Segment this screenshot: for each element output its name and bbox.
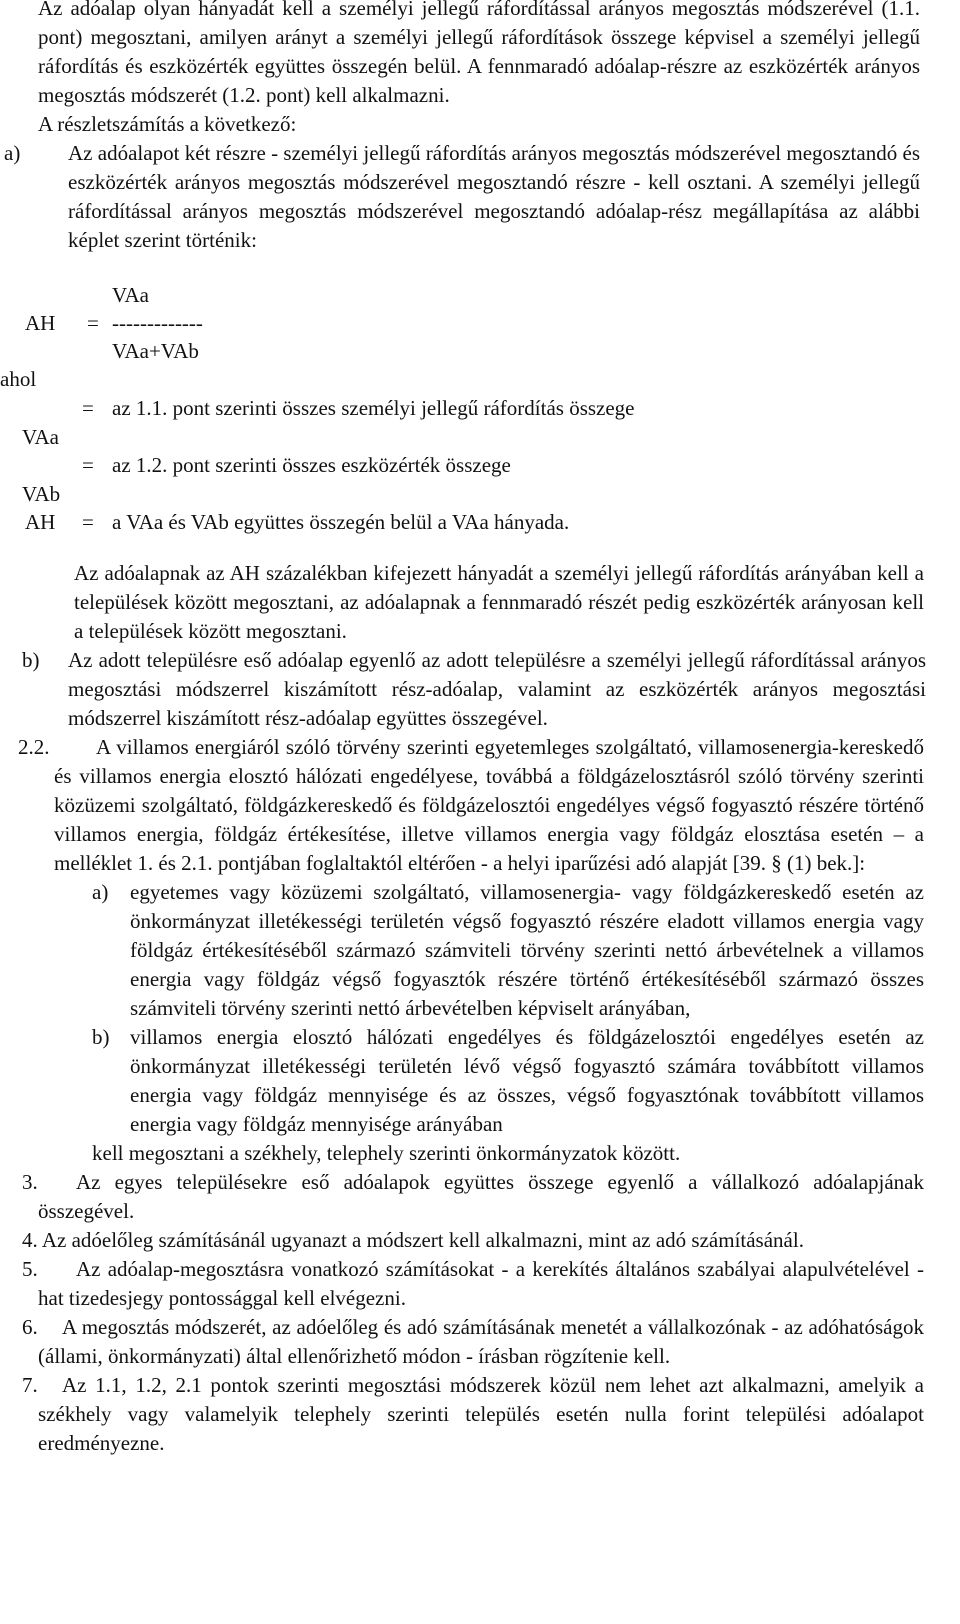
section-2-2-sub-b: [92, 1023, 960, 1139]
item-b-label: b): [22, 648, 40, 672]
definition-2-equals: =: [82, 453, 94, 477]
section-2-2-sub-a-label: a): [92, 880, 109, 904]
item-a-text: Az adóalapot két részre - személyi jellegű ráfordítás arányos megosztás módszerével megosztandó és eszközérték arányos megosztás módszerével megosztandó részre - kell osztani. A személyi jellegű ráfordítással arányos megosztás módszerével megosztandó adóalap-rész megállapítása az alábbi képlet szerint történik:: [68, 141, 920, 252]
item-b: [22, 646, 960, 733]
item-5-text: Az adóalap-megosztásra vonatkozó számításokat - a kerekítés általános szabályai alapulvételével - hat tizedesjegy pontossággal kell elvégezni.: [38, 1257, 924, 1310]
section-2-2-sub-a: [92, 878, 960, 1023]
item-3-text: Az egyes településekre eső adóalapok együttes összege egyenlő a vállalkozó adóalapjának összegével.: [38, 1170, 924, 1223]
definition-1-text: az 1.1. pont szerinti összes személyi jellegű ráfordítás összege: [112, 396, 635, 420]
item-6-label: 6.: [22, 1315, 38, 1339]
definition-3-equals: =: [82, 510, 94, 534]
item-4-text: 4. Az adóelőleg számításánál ugyanazt a módszert kell alkalmazni, mint az adó számításánál.: [22, 1228, 804, 1252]
section-2-2-label: 2.2.: [18, 735, 50, 759]
item-5-label: 5.: [22, 1257, 38, 1281]
definition-1-equals: =: [82, 396, 94, 420]
section-2-2-sub-a-text: egyetemes vagy közüzemi szolgáltató, villamosenergia- vagy földgázkereskedő esetén az önkormányzat illetékességi területén végső fogyasztó részére eladott villamos energia vagy földgáz értékesítéséből származó számviteli törvény szerinti nettó árbevételnek a villamos energia vagy földgáz végső fogyasztók részére történő értékesítéséből származó összes számviteli törvény szerinti nettó árbevételben képviselt arányában,: [130, 880, 924, 1020]
section-2-2: [18, 733, 960, 878]
detail-heading: A részletszámítás a következő:: [38, 112, 297, 136]
item-7: [22, 1371, 960, 1458]
definition-3-text: a VAa és VAb együttes összegén belül a VAa hányada.: [112, 510, 570, 534]
definition-2-text: az 1.2. pont szerinti összes eszközérték összege: [112, 453, 511, 477]
formula-lhs: AH: [25, 311, 56, 335]
item-3-label: 3.: [22, 1170, 38, 1194]
definition-2-variable: VAb: [22, 482, 61, 506]
formula-numerator: VAa: [112, 283, 149, 307]
section-2-2-sub-b-label: b): [92, 1025, 110, 1049]
item-6: [22, 1313, 960, 1371]
definition-1-variable: VAa: [22, 425, 59, 449]
item-6-text: A megosztás módszerét, az adóelőleg és adó számításának menetét a vállalkozónak - az adóhatóságok (állami, önkormányzati) által ellenőrizhető módon - írásban rögzítenie kell.: [38, 1315, 924, 1368]
item-5: [22, 1255, 960, 1313]
section-2-2-sub-b-text: villamos energia elosztó hálózati engedélyes és földgázelosztói engedélyes esetén az önkormányzat illetékességi területén lévő végső fogyasztó számára továbbított villamos energia vagy földgáz mennyisége és az összes, végső fogyasztónak továbbított villamos energia vagy földgáz mennyisége arányában: [130, 1025, 924, 1136]
formula-equals: =: [87, 311, 99, 335]
intro-paragraph: Az adóalap olyan hányadát kell a személyi jellegű ráfordítással arányos megosztás módszerével (1.1. pont) megosztani, amilyen arányt a személyi jellegű ráfordítások összege képvisel a személyi jellegű ráfordítás és eszközérték együttes összegén belül. A fennmaradó adóalap-részre az eszközérték arányos megosztás módszerét (1.2. pont) kell alkalmazni.: [38, 0, 920, 107]
section-2-2-text: A villamos energiáról szóló törvény szerinti egyetemleges szolgáltató, villamosenergia-kereskedő és villamos energia elosztó hálózati engedélyese, továbbá a földgázelosztásról szóló törvény szerinti közüzemi szolgáltató, földgázkereskedő és földgázelosztói engedélyes végső fogyasztó részére történő villamos energia, földgáz értékesítése, illetve villamos energia vagy földgáz elosztása esetén – a melléklet 1. és 2.1. pontjában foglaltaktól eltérően - a helyi iparűzési adó alapját [39. § (1) bek.]:: [54, 735, 924, 875]
section-2-2-closing: kell megosztani a székhely, telephely szerinti önkormányzatok között.: [92, 1141, 681, 1165]
definition-3-variable: AH: [25, 510, 56, 534]
item-a: [4, 139, 960, 255]
item-7-label: 7.: [22, 1373, 38, 1397]
item-b-text: Az adott településre eső adóalap egyenlő az adott településre a személyi jellegű ráfordítással arányos megosztási módszerrel kiszámított rész-adóalap, valamint az eszközérték arányos megosztási módszerrel kiszámított rész-adóalap együttes összegével.: [68, 648, 926, 730]
item-7-text: Az 1.1, 1.2, 2.1 pontok szerinti megosztási módszerek közül nem lehet azt alkalmazni, amelyik a székhely vagy valamelyik telephely szerinti település esetén nulla forint települési adóalapot eredményezne.: [38, 1373, 924, 1455]
formula-denominator: VAa+VAb: [112, 339, 199, 363]
formula-ahol: ahol: [0, 367, 37, 391]
item-a-label: a): [4, 141, 21, 165]
after-formula-paragraph: Az adóalapnak az AH százalékban kifejezett hányadát a személyi jellegű ráfordítás arányában kell a települések között megosztani, az adóalapnak a fennmaradó részét pedig eszközérték arányosan kell a települések között megosztani.: [74, 561, 924, 643]
item-3: [22, 1168, 960, 1226]
formula-block: [0, 276, 960, 534]
formula-fraction-bar: -------------: [112, 311, 203, 335]
